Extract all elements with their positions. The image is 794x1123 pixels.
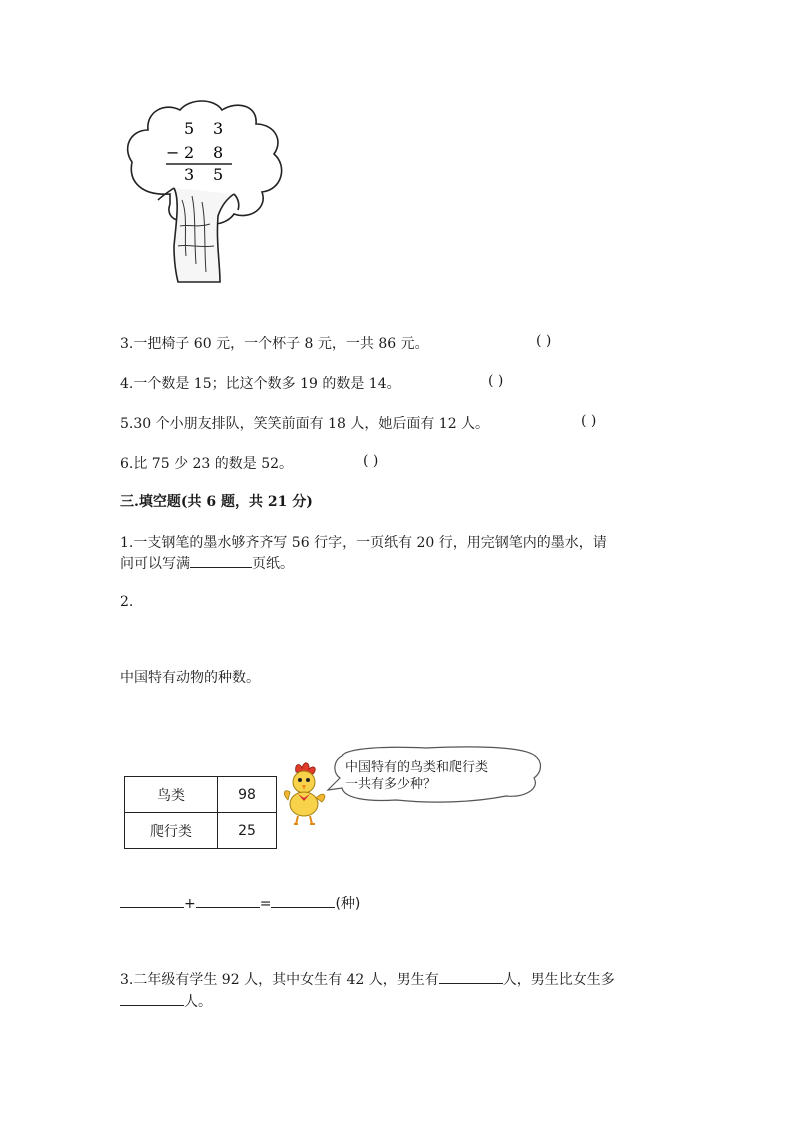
- digit-r1-c1: 5: [184, 119, 195, 138]
- fill-q2-number: 2.: [120, 594, 134, 610]
- fill-q3-line1: [120, 969, 615, 989]
- fill-q2-equation: [120, 893, 360, 913]
- equation-blank-2[interactable]: [196, 893, 260, 908]
- bubble-line2: 一共有多少种？: [345, 777, 437, 792]
- fill-q1-blank[interactable]: [190, 553, 252, 568]
- digit-r3-c1: 3: [184, 165, 195, 184]
- table-row: [125, 777, 277, 813]
- digit-r2-c2: 8: [213, 143, 224, 162]
- digit-r2-c1: 2: [184, 143, 195, 162]
- rooster-icon: [282, 760, 332, 826]
- fill-q1-suffix: 页纸。: [252, 556, 294, 572]
- table-row: [125, 813, 277, 849]
- minus-sign: −: [166, 143, 180, 162]
- animal-count-table: [124, 776, 277, 849]
- equation-blank-3[interactable]: [271, 893, 335, 908]
- judgement-q5-paren[interactable]: ( ): [581, 413, 597, 429]
- fill-q1-line2: [120, 553, 294, 573]
- fill-q3-middle: 人，男生比女生多: [502, 972, 615, 988]
- equation-blank-1[interactable]: [120, 893, 184, 908]
- judgement-q4: 4.一个数是 15；比这个数多 19 的数是 14。: [120, 376, 401, 392]
- table-cell-count: 25: [218, 813, 277, 849]
- table-cell-name: 鸟类: [125, 777, 218, 813]
- table-cell-count: 98: [218, 777, 277, 813]
- digit-r1-c2: 3: [213, 119, 224, 138]
- digit-r3-c2: 5: [213, 165, 224, 184]
- fill-q3-blank-1[interactable]: [439, 969, 503, 984]
- fill-q3-line2: [120, 991, 212, 1011]
- fill-q3-prefix: 3.二年级有学生 92 人，其中女生有 42 人，男生有: [120, 972, 439, 988]
- judgement-q6-paren[interactable]: ( ): [363, 453, 379, 469]
- equation-plus: +: [184, 896, 196, 912]
- fill-q1-prefix: 问可以写满: [120, 556, 190, 572]
- fill-q3-blank-2[interactable]: [120, 991, 184, 1006]
- section-title: 三.填空题(共 6 题，共 21 分): [120, 494, 313, 510]
- judgement-q4-paren[interactable]: ( ): [488, 373, 504, 389]
- tree-subtraction-figure: [122, 96, 292, 286]
- fill-q2-caption: 中国特有动物的种数。: [120, 670, 260, 686]
- bubble-line1: 中国特有的鸟类和爬行类: [345, 760, 489, 775]
- judgement-q5: 5.30 个小朋友排队，笑笑前面有 18 人，她后面有 12 人。: [120, 416, 490, 432]
- equation-unit: (种): [335, 896, 361, 912]
- judgement-q3-paren[interactable]: ( ): [536, 333, 552, 349]
- judgement-q3: 3.一把椅子 60 元，一个杯子 8 元，一共 86 元。: [120, 336, 429, 352]
- table-cell-name: 爬行类: [125, 813, 218, 849]
- judgement-q6: 6.比 75 少 23 的数是 52。: [120, 456, 294, 472]
- fill-q1-line1: 1.一支钢笔的墨水够齐齐写 56 行字，一页纸有 20 行，用完钢笔内的墨水，请: [120, 535, 607, 551]
- fill-q3-suffix: 人。: [184, 994, 212, 1010]
- equation-equals: =: [259, 896, 272, 912]
